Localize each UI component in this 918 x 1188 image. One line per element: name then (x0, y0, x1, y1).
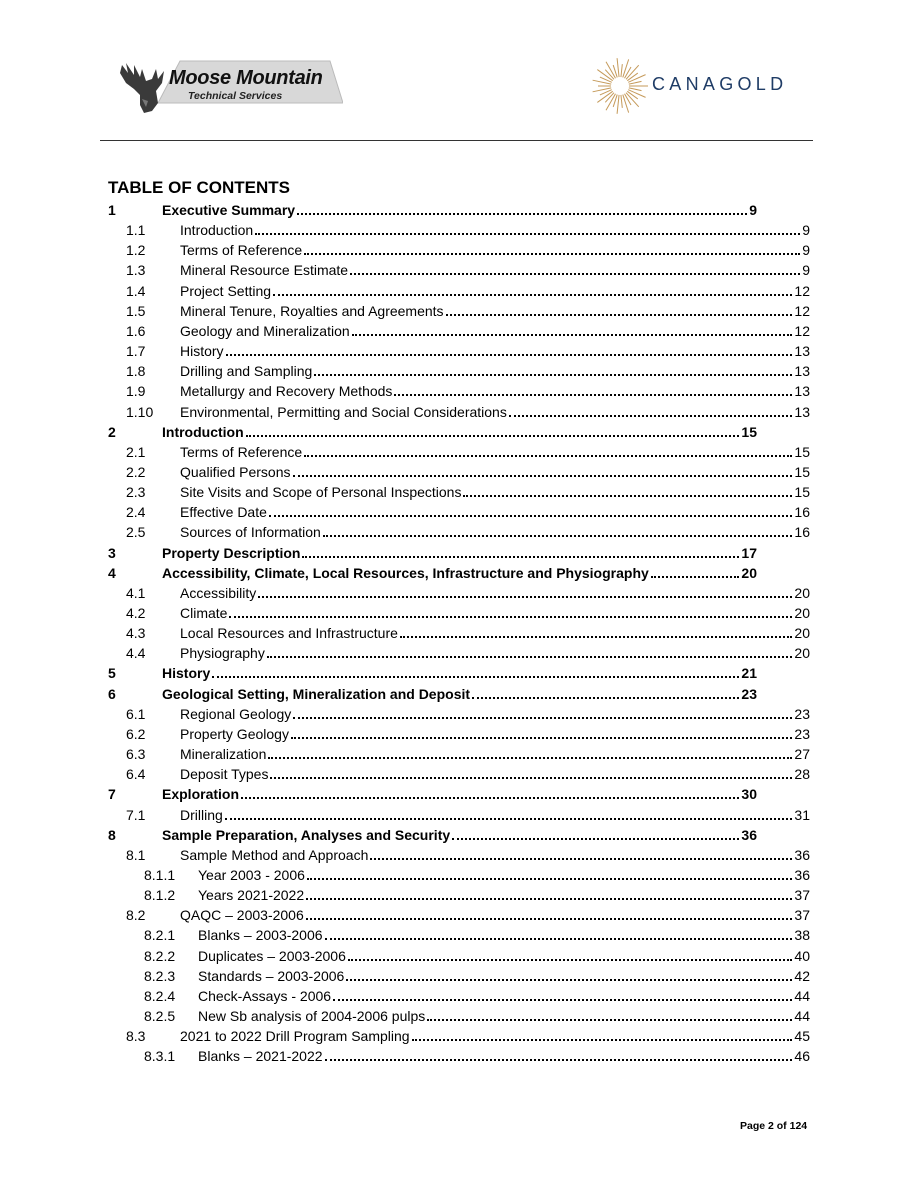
toc-entry[interactable] (0, 986, 918, 1006)
toc-dot-leader (472, 697, 739, 699)
toc-dot-leader (226, 354, 793, 356)
toc-dot-leader (241, 797, 739, 799)
toc-dot-leader (255, 233, 800, 235)
toc-entry-number: 1.7 (126, 343, 146, 360)
toc-dot-leader (306, 898, 792, 900)
toc-dot-leader (350, 273, 800, 275)
toc-entry-number: 6.4 (126, 766, 146, 783)
toc-entry-number: 4.1 (126, 584, 146, 601)
toc-entry-title: Environmental, Permitting and Social Considerations (180, 403, 507, 420)
toc-entry-number: 4 (108, 564, 116, 581)
toc-entry-number: 4.4 (126, 645, 146, 662)
toc-entry-title: Sample Preparation, Analyses and Security (162, 826, 451, 843)
canagold-logo (590, 52, 805, 118)
toc-entry-page: 44 (794, 987, 810, 1004)
toc-entry-number: 6.1 (126, 705, 146, 722)
toc-entry-title: Accessibility (180, 584, 257, 601)
toc-dot-leader (302, 556, 739, 558)
toc-dot-leader (325, 1059, 793, 1061)
toc-entry-title: Year 2003 - 2006 (198, 866, 305, 883)
toc-dot-leader (225, 818, 793, 820)
toc-entry-title: Check-Assays - 2006 (198, 987, 332, 1004)
sunburst-icon (590, 52, 650, 118)
toc-entry-title: Metallurgy and Recovery Methods (180, 383, 393, 400)
toc-entry-number: 1.1 (126, 222, 146, 239)
toc-entry-page: 27 (794, 746, 810, 763)
toc-entry[interactable] (0, 744, 918, 764)
toc-entry-page: 9 (802, 242, 810, 259)
toc-entry-number: 1.10 (126, 403, 154, 420)
toc-entry-page: 30 (741, 786, 757, 803)
toc-entry-page: 45 (794, 1028, 810, 1045)
toc-entry-number: 1.5 (126, 302, 146, 319)
toc-entry-title: Qualified Persons (180, 463, 291, 480)
toc-entry-page: 13 (794, 383, 810, 400)
toc-dot-leader (651, 576, 740, 578)
toc-entry-number: 8.3 (126, 1028, 146, 1045)
toc-entry[interactable] (0, 885, 918, 905)
toc-entry-number: 8.1.2 (144, 887, 176, 904)
page-number: Page 2 of 124 (740, 1120, 808, 1132)
toc-entry-page: 9 (802, 222, 810, 239)
toc-entry-title: Mineral Tenure, Royalties and Agreements (180, 302, 444, 319)
toc-entry-page: 42 (794, 967, 810, 984)
toc-entry-title: Terms of Reference (180, 443, 303, 460)
toc-dot-leader (269, 515, 793, 517)
toc-entry-page: 20 (741, 564, 757, 581)
toc-entry-title: Blanks – 2021-2022 (198, 1048, 323, 1065)
toc-entry-page: 15 (741, 423, 757, 440)
toc-entry-title: Mineral Resource Estimate (180, 262, 349, 279)
toc-entry-title: Drilling and Sampling (180, 363, 313, 380)
toc-entry-page: 23 (794, 705, 810, 722)
toc-entry[interactable] (0, 1026, 918, 1046)
toc-entry-page: 37 (794, 907, 810, 924)
toc-entry[interactable] (0, 482, 918, 502)
toc-entry[interactable] (0, 462, 918, 482)
toc-entry-number: 1.2 (126, 242, 146, 259)
toc-entry-page: 46 (794, 1048, 810, 1065)
toc-entry-title: Drilling (180, 806, 223, 823)
toc-entry-number: 1.9 (126, 383, 146, 400)
toc-entry-title: Mineralization (180, 746, 267, 763)
toc-entry-page: 13 (794, 363, 810, 380)
toc-entry-title: Exploration (162, 786, 240, 803)
toc-entry-title: Local Resources and Infrastructure (180, 625, 398, 642)
toc-entry-number: 6.2 (126, 725, 146, 742)
toc-entry-number: 8.2.4 (144, 987, 176, 1004)
toc-entry[interactable] (0, 663, 918, 683)
toc-entry-number: 4.2 (126, 605, 146, 621)
toc-entry[interactable] (0, 684, 918, 704)
toc-entry[interactable] (0, 402, 918, 422)
toc-dot-leader (291, 737, 792, 739)
toc-dot-leader (452, 838, 739, 840)
toc-entry-number: 2 (108, 423, 116, 440)
toc-entry-page: 15 (794, 463, 810, 480)
toc-dot-leader (307, 878, 793, 880)
toc-entry-number: 2.1 (126, 443, 146, 460)
toc-dot-leader (297, 213, 747, 215)
toc-entry-number: 4.3 (126, 625, 146, 642)
toc-entry[interactable] (0, 543, 918, 563)
toc-entry-number: 2.3 (126, 484, 146, 501)
toc-entry[interactable] (0, 281, 918, 301)
toc-entry-number: 8.1.1 (144, 866, 176, 883)
toc-entry-title: Duplicates – 2003-2006 (198, 947, 346, 964)
toc-dot-leader (229, 616, 792, 618)
toc-entry-number: 8.3.1 (144, 1048, 176, 1065)
toc-entry-page: 9 (749, 202, 757, 218)
toc-entry[interactable] (0, 905, 918, 925)
toc-entry-page: 12 (794, 322, 810, 339)
toc-entry-number: 1.6 (126, 322, 146, 339)
toc-entry-number: 2.4 (126, 504, 146, 521)
toc-entry-page: 20 (794, 625, 810, 642)
toc-entry[interactable] (0, 442, 918, 462)
toc-entry-page: 20 (794, 605, 810, 621)
toc-entry-page: 21 (741, 665, 757, 682)
toc-dot-leader (304, 455, 792, 457)
toc-dot-leader (323, 535, 793, 537)
toc-entry-title: Climate (180, 605, 228, 621)
toc-entry-page: 36 (741, 826, 757, 843)
toc-entry-title: History (180, 343, 224, 360)
toc-entry[interactable] (0, 764, 918, 784)
toc-entry-number: 6 (108, 685, 116, 702)
toc-entry[interactable] (0, 563, 918, 583)
toc-entry[interactable] (0, 805, 918, 825)
toc-entry-page: 12 (794, 282, 810, 299)
toc-entry-number: 3 (108, 544, 116, 561)
toc-dot-leader (370, 858, 792, 860)
toc-dot-leader (273, 294, 792, 296)
toc-entry-page: 31 (794, 806, 810, 823)
toc-entry-title: Site Visits and Scope of Personal Inspections (180, 484, 462, 501)
toc-dot-leader (293, 475, 793, 477)
toc-entry-title: Years 2021-2022 (198, 887, 305, 904)
toc-dot-leader (509, 415, 793, 417)
toc-entry-number: 8.2.3 (144, 967, 176, 984)
toc-entry[interactable] (0, 623, 918, 643)
toc-entry-page: 13 (794, 403, 810, 420)
toc-entry-number: 2.5 (126, 524, 146, 541)
toc-entry[interactable] (0, 1046, 918, 1066)
toc-entry-page: 17 (741, 544, 757, 561)
toc-entry-title: History (162, 665, 211, 682)
toc-entry[interactable] (0, 704, 918, 724)
toc-entry-page: 38 (794, 927, 810, 944)
toc-entry-number: 1.3 (126, 262, 146, 279)
toc-entry[interactable] (0, 321, 918, 341)
toc-entry[interactable] (0, 341, 918, 361)
toc-dot-leader (348, 959, 793, 961)
toc-entry-page: 20 (794, 645, 810, 662)
toc-entry[interactable] (0, 260, 918, 280)
toc-dot-leader (246, 435, 740, 437)
toc-entry-title: Project Setting (180, 282, 272, 299)
toc-entry-number: 1.8 (126, 363, 146, 380)
toc-entry[interactable] (0, 502, 918, 522)
moose-mountain-name: Moose Mountain (169, 67, 323, 89)
toc-entry-title: Accessibility, Climate, Local Resources, Infrastructure and Physiography (162, 564, 649, 581)
toc-entry-title: Physiography (180, 645, 265, 662)
toc-entry[interactable] (0, 603, 918, 623)
toc-entry-page: 23 (794, 725, 810, 742)
toc-entry-number: 8.2 (126, 907, 146, 924)
toc-dot-leader (400, 636, 793, 638)
toc-title: TABLE OF CONTENTS (108, 178, 290, 197)
toc-entry[interactable] (0, 240, 918, 260)
toc-entry-page: 44 (794, 1008, 810, 1024)
toc-entry[interactable] (0, 966, 918, 986)
toc-entry[interactable] (0, 825, 918, 845)
toc-entry-title: Standards – 2003-2006 (198, 967, 345, 984)
toc-entry[interactable] (0, 865, 918, 885)
toc-entry-title: Blanks – 2003-2006 (198, 927, 323, 944)
toc-entry-title: Executive Summary (162, 202, 296, 218)
toc-entry-number: 7 (108, 786, 116, 803)
toc-entry[interactable] (0, 220, 918, 240)
toc-entry-page: 36 (794, 846, 810, 863)
toc-dot-leader (412, 1039, 793, 1041)
toc-entry[interactable] (0, 946, 918, 966)
toc-entry-number: 7.1 (126, 806, 146, 823)
toc-dot-leader (267, 656, 793, 658)
toc-entry-number: 8.2.1 (144, 927, 176, 944)
toc-entry-page: 13 (794, 343, 810, 360)
toc-entry-page: 12 (794, 302, 810, 319)
toc-entry[interactable] (0, 1006, 918, 1026)
toc-entry[interactable] (0, 925, 918, 945)
toc-entry-page: 23 (741, 685, 757, 702)
toc-entry-page: 16 (794, 524, 810, 541)
toc-dot-leader (306, 918, 793, 920)
toc-entry-title: Introduction (180, 222, 254, 239)
toc-entry-number: 5 (108, 665, 116, 682)
toc-entry-title: Introduction (162, 423, 244, 440)
toc-entry-title: Effective Date (180, 504, 267, 521)
toc-entry-number: 8.2.2 (144, 947, 176, 964)
toc-entry-title: Deposit Types (180, 766, 269, 783)
toc-entry[interactable] (0, 381, 918, 401)
toc-entry-title: Property Geology (180, 725, 289, 742)
toc-entry-title: 2021 to 2022 Drill Program Sampling (180, 1028, 410, 1045)
toc-dot-leader (352, 334, 793, 336)
toc-entry[interactable] (0, 643, 918, 663)
toc-entry-page: 15 (794, 484, 810, 501)
toc-entry-title: Regional Geology (180, 705, 292, 722)
toc-dot-leader (346, 979, 792, 981)
toc-entry-number: 8.2.5 (144, 1008, 176, 1024)
toc-dot-leader (427, 1019, 792, 1021)
toc-entry-page: 16 (794, 504, 810, 521)
toc-entry-title: Sample Method and Approach (180, 846, 369, 863)
toc-entry-number: 1 (108, 202, 116, 218)
toc-entry-number: 6.3 (126, 746, 146, 763)
toc-entry-title: Sources of Information (180, 524, 321, 541)
toc-entry-title: Geological Setting, Mineralization and Deposit (162, 685, 471, 702)
toc-entry[interactable] (0, 784, 918, 804)
toc-entry-page: 28 (794, 766, 810, 783)
moose-mountain-logo (118, 55, 343, 117)
toc-entry-number: 2.2 (126, 463, 146, 480)
canagold-name: CANAGOLD (652, 74, 788, 94)
page-header (0, 0, 918, 145)
toc-entry[interactable] (0, 361, 918, 381)
toc-entry-title: Geology and Mineralization (180, 322, 350, 339)
toc-dot-leader (258, 596, 792, 598)
toc-entry[interactable] (0, 845, 918, 865)
toc-dot-leader (463, 495, 792, 497)
toc-entry-page: 20 (794, 584, 810, 601)
moose-mountain-subtitle: Technical Services (188, 90, 283, 102)
toc-entry-title: Property Description (162, 544, 301, 561)
toc-entry-title: New Sb analysis of 2004-2006 pulps (198, 1008, 426, 1024)
toc-entry-page: 15 (794, 443, 810, 460)
toc-dot-leader (293, 717, 792, 719)
toc-entry-page: 40 (794, 947, 810, 964)
toc-entry-title: QAQC – 2003-2006 (180, 907, 304, 924)
toc-dot-leader (446, 314, 793, 316)
header-divider (100, 140, 813, 141)
toc-entry-page: 36 (794, 866, 810, 883)
toc-entry-page: 9 (802, 262, 810, 279)
toc-dot-leader (314, 374, 792, 376)
toc-entry[interactable] (0, 422, 918, 442)
toc-dot-leader (304, 253, 800, 255)
toc-entry[interactable] (0, 301, 918, 321)
toc-dot-leader (333, 999, 792, 1001)
toc-dot-leader (394, 394, 792, 396)
toc-dot-leader (212, 676, 739, 678)
toc-entry[interactable] (0, 522, 918, 542)
toc-dot-leader (268, 757, 792, 759)
toc-entry-page: 37 (794, 887, 810, 904)
toc-entry-number: 8.1 (126, 846, 146, 863)
toc-entry-number: 8 (108, 826, 116, 843)
toc-entry-number: 1.4 (126, 282, 146, 299)
toc-dot-leader (325, 938, 793, 940)
toc-entry-title: Terms of Reference (180, 242, 303, 259)
toc-entry[interactable] (0, 724, 918, 744)
toc-dot-leader (270, 777, 792, 779)
toc-entry[interactable] (0, 583, 918, 603)
toc-entry[interactable] (0, 200, 918, 220)
